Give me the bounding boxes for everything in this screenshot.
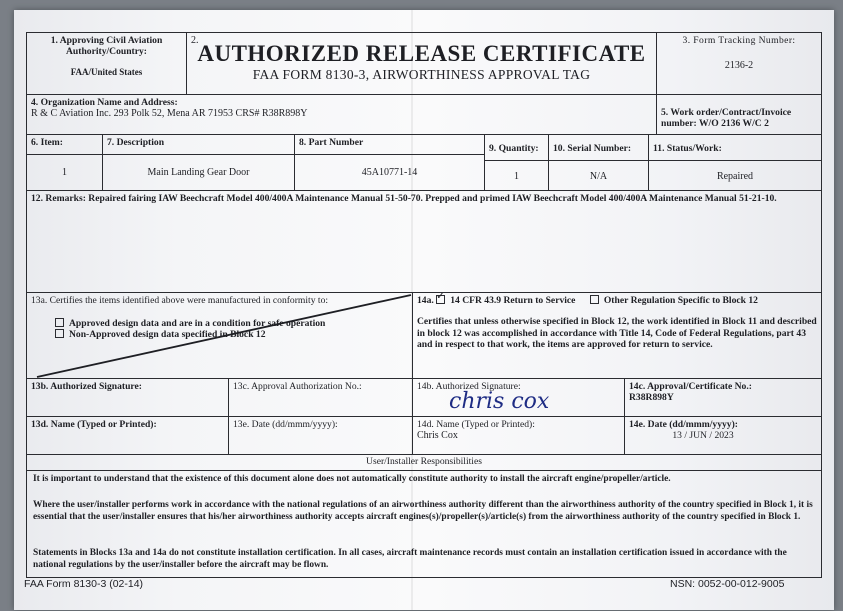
status-value: Repaired — [649, 161, 821, 191]
block-3-label: 3. Form Tracking Number: — [682, 35, 796, 46]
status-header: 11. Status/Work: — [649, 135, 821, 161]
quantity-value: 1 — [485, 161, 549, 191]
block-3-value: 2136-2 — [724, 60, 754, 71]
block-4 — [27, 95, 657, 135]
block-3 — [657, 33, 821, 95]
block-14d-value: Chris Cox — [417, 430, 458, 441]
block-13b: 13b. Authorized Signature: — [27, 379, 229, 417]
block-4-value: R & C Aviation Inc. 293 Polk 52, Mena AR 71953 CRS# R38R898Y — [31, 108, 308, 119]
strike-line — [27, 293, 413, 379]
block-14a-label: 14a. — [417, 295, 434, 306]
nsn-footer: NSN: 0052-00-012-9005 — [670, 578, 785, 590]
remarks-label: 12. Remarks: — [31, 193, 86, 204]
form-id-footer: FAA Form 8130-3 (02-14) — [24, 578, 144, 590]
certificate-form — [26, 32, 822, 578]
part-number-value: 45A10771-14 — [295, 155, 485, 191]
responsibilities-paragraph-3: Statements in Blocks 13a and 14a do not constitute installation certification. In all cases, aircraft maintenance records must contain an installation certification issued in accordance with the national regulations by the user/installer before the aircraft may be flown. — [33, 548, 787, 570]
block-12-remarks — [27, 191, 821, 293]
form-subtitle: FAA FORM 8130-3, AIRWORTHINESS APPROVAL TAG — [252, 67, 591, 82]
block-14d — [413, 417, 625, 455]
block-1-value: FAA/United States — [70, 67, 143, 77]
block-14c-value: R38R898Y — [629, 392, 674, 403]
block-14a-certification-text: Certifies that unless otherwise specified in Block 12, the work identified in Block 11 and described in block 12 was accomplished in accordance with Title 14, Code of Federal Regulations, part 43 and in respect to that work, the items are approved for return to service. — [417, 316, 817, 350]
block-14c — [625, 379, 821, 417]
certificate-paper — [14, 10, 834, 610]
approved-design-label: Approved design data and are in a condition for safe operation — [69, 318, 326, 329]
block-1 — [27, 33, 187, 95]
block-14e-value: 13 / JUN / 2023 — [672, 430, 734, 441]
block-14b — [413, 379, 625, 417]
non-approved-design-label: Non-Approved design data specified in Block 12 — [69, 329, 266, 340]
block-14a — [413, 293, 821, 379]
return-to-service-checkbox[interactable]: ✓ — [436, 293, 445, 302]
block-1-label: 1. Approving Civil Aviation Authority/Country: — [50, 35, 163, 57]
authorized-signature: chris cox — [449, 389, 550, 414]
remarks-text: Repaired fairing IAW Beechcraft Model 400/400A Maintenance Manual 51-50-70. Prepped and primed IAW Beechcraft Model 400/400A Maintenance Manual 51-21-10. — [88, 193, 777, 204]
block-13c: 13c. Approval Authorization No.: — [229, 379, 413, 417]
item-value: 1 — [27, 155, 103, 191]
block-14b-label: 14b. Authorized Signature: — [417, 381, 521, 392]
block-13a — [27, 293, 413, 379]
other-regulation-label: Other Regulation Specific to Block 12 — [603, 295, 758, 306]
block-5-value: W/O 2136 W/C 2 — [698, 118, 769, 129]
block-13d: 13d. Name (Typed or Printed): — [27, 417, 229, 455]
block-14e-label: 14e. Date (dd/mmm/yyyy): — [629, 419, 738, 430]
return-to-service-label: 14 CFR 43.9 Return to Service — [450, 295, 576, 306]
block-14e — [625, 417, 821, 455]
block-4-label: 4. Organization Name and Address: — [31, 97, 178, 108]
serial-number-header: 10. Serial Number: — [549, 135, 649, 161]
description-header: 7. Description — [103, 135, 295, 155]
description-value: Main Landing Gear Door — [103, 155, 295, 191]
block-13e: 13e. Date (dd/mmm/yyyy): — [229, 417, 413, 455]
part-number-header: 8. Part Number — [295, 135, 485, 155]
block-2-title — [187, 33, 657, 95]
responsibilities-paragraph-1: It is important to understand that the existence of this document alone does not automatically constitute authority to install the aircraft engine/propeller/article. — [33, 474, 671, 484]
item-header: 6. Item: — [27, 135, 103, 155]
block-5-label: 5. Work order/Contract/Invoice number: — [661, 107, 792, 129]
block-13a-label: 13a. Certifies the items identified above were manufactured in conformity to: — [31, 295, 329, 306]
quantity-header: 9. Quantity: — [485, 135, 549, 161]
serial-number-value: N/A — [549, 161, 649, 191]
block-5 — [657, 95, 821, 135]
responsibilities-paragraph-2: Where the user/installer performs work in accordance with the national regulations of an airworthiness authority different than the airworthiness authority of the country specified in Block 1, it is essential that the user/installer ensures that his/her airworthiness authority accepts aircraft engines(s)/propeller(s)/article(s) from the airworthiness authority of the country specified in Block 1. — [33, 500, 813, 522]
responsibilities-heading: User/Installer Responsibilities — [27, 455, 821, 471]
block-14c-label: 14c. Approval/Certificate No.: — [629, 381, 752, 392]
form-title: AUTHORIZED RELEASE CERTIFICATE — [197, 41, 646, 66]
block-14d-label: 14d. Name (Typed or Printed): — [417, 419, 535, 430]
block-2-number: 2. — [191, 35, 199, 46]
other-regulation-checkbox[interactable] — [590, 295, 599, 304]
